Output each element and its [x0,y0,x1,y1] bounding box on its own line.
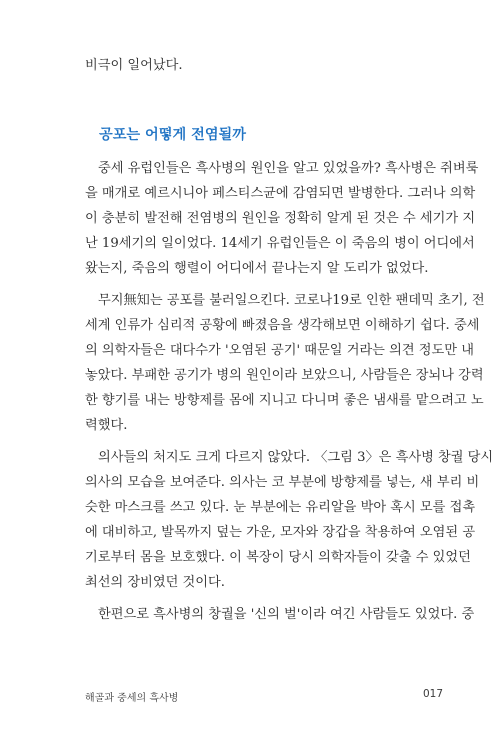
paragraph-line: 한 향기를 내는 방향제를 몸에 지니고 다니며 좋은 냄새를 맡으려고 노 [85,393,484,408]
paragraph-line: 난 19세기의 일이었다. 14세기 유럽인들은 이 죽음의 병이 어디에서 [85,236,475,251]
paragraph-line: 한편으로 흑사병의 창궐을 '신의 벌'이라 여긴 사람들도 있었다. 중 [98,607,475,622]
paragraph-line: 기로부터 몸을 보호했다. 이 복장이 당시 의학자들이 갖출 수 있었던 [85,550,471,565]
paragraph-line: 의사들의 처지도 크게 다르지 않았다. 〈그림 3〉은 흑사병 창궐 당시 [98,450,494,465]
paragraph-line: 중세 유럽인들은 흑사병의 원인을 알고 있었을까? 흑사병은 쥐벼룩 [98,161,479,176]
paragraph-line: 에 대비하고, 발목까지 덮는 가운, 모자와 장갑을 착용하여 오염된 공 [85,525,476,540]
paragraph-line: 력했다. [85,418,128,433]
paragraph-line: 놓았다. 부패한 공기가 병의 원인이라 보았으니, 사람들은 장뇌나 강력 [85,368,484,383]
paragraph-line: 의 의학자들은 대다수가 '오염된 공기' 때문일 거라는 의견 정도만 내 [85,343,474,358]
paragraph-line: 슷한 마스크를 쓰고 있다. 눈 부분에는 유리알을 박아 혹시 모를 접촉 [85,500,476,515]
paragraph-line: 이 충분히 발전해 전염병의 원인을 정확히 알게 된 것은 수 세기가 지 [85,211,476,226]
paragraph-line: 최선의 장비였던 것이다. [85,575,225,590]
running-footer-title: 해골과 중세의 흑사병 [85,693,179,704]
paragraph-line: 을 매개로 예르시니아 페스티스균에 감염되면 발병한다. 그러나 의학 [85,186,476,201]
page-number: 017 [422,688,443,700]
section-heading: 공포는 어떻게 전염될까 [99,127,246,143]
paragraph-line: 무지無知는 공포를 불러일으킨다. 코로나19로 인한 팬데믹 초기, 전 [98,293,485,308]
paragraph-line: 왔는지, 죽음의 행렬이 어디에서 끝나는지 알 도리가 없었다. [85,261,429,276]
paragraph-line: 의사의 모습을 보여준다. 의사는 코 부분에 방향제를 넣는, 새 부리 비 [85,475,480,490]
paragraph-line: 세계 인류가 심리적 공황에 빠졌음을 생각해보면 이해하기 쉽다. 중세 [85,318,480,333]
lead-line: 비극이 일어났다. [85,58,183,73]
